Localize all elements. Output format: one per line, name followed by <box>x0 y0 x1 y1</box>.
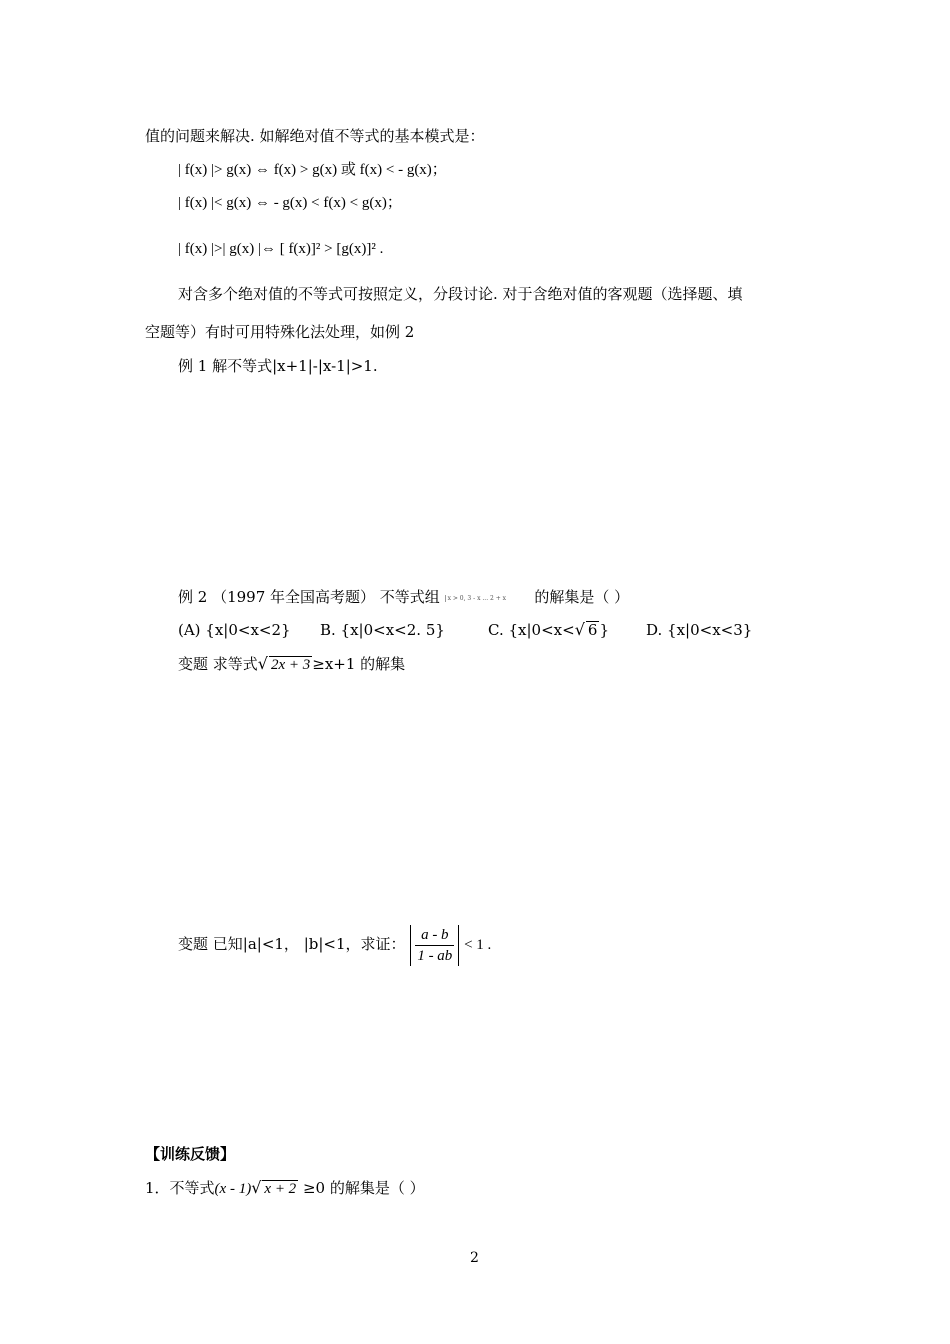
option-a: (A) {x|0<x<2} <box>178 621 291 639</box>
variant-1-suffix: ≥x+1 的解集 <box>312 655 406 673</box>
paragraph-line: 空题等）有时可用特殊化法处理，如例 2 <box>145 323 415 341</box>
variant-1-radicand: 2x + 3 <box>270 657 311 673</box>
question-1-radicand: x + 2 <box>264 1181 297 1197</box>
fraction-numerator: a - b <box>415 925 454 946</box>
page-number: 2 <box>470 1250 479 1266</box>
variant-2-prefix: 变题 已知|a|<1， |b|<1，求证： <box>178 935 406 953</box>
formula-abs-greater: | f(x) |> g(x) ⇔ f(x) > g(x) 或 f(x) < - g(x)； <box>178 162 447 178</box>
formula-abs-less: | f(x) |< g(x) ⇔ - g(x) < f(x) < g(x)； <box>178 195 402 211</box>
example-1: 例 1 解不等式|x+1|-|x-1|>1. <box>178 357 378 375</box>
variant-2 <box>178 922 491 967</box>
formula-abs-squared: | f(x) |>| g(x) |⇔ [ f(x)]² > [g(x)]² . <box>178 241 384 257</box>
feedback-heading: 【训练反馈】 <box>145 1145 236 1163</box>
question-1-factor: (x - 1) <box>214 1181 252 1197</box>
option-c: C. {x|0<x<√ 6 } <box>488 620 609 639</box>
inequality-system: x > 0, 3 - x ... 2 + x <box>445 595 530 602</box>
intro-line: 值的问题来解决. 如解绝对值不等式的基本模式是： <box>145 127 485 145</box>
example-2-suffix: 的解集是（ ） <box>534 588 630 606</box>
example-2-prefix: 例 2 （1997 年全国高考题） 不等式组 <box>178 588 440 606</box>
variant-1: 变题 求等式√ 2x + 3 ≥x+1 的解集 <box>178 654 406 673</box>
abs-fraction <box>410 925 459 966</box>
example-2 <box>178 587 629 607</box>
option-b: B. {x|0<x<2. 5} <box>320 621 445 639</box>
feedback-question-1: 1．不等式(x - 1)√ x + 2 ≥0 的解集是（ ） <box>145 1178 425 1197</box>
option-c-prefix: C. {x|0<x< <box>488 621 575 639</box>
option-d: D. {x|0<x<3} <box>646 621 753 639</box>
variant-2-suffix: < 1 . <box>464 937 492 953</box>
variant-1-prefix: 变题 求等式 <box>178 655 258 673</box>
option-c-radicand: 6 <box>587 621 598 639</box>
fraction-denominator: 1 - ab <box>417 947 453 964</box>
option-c-suffix: } <box>599 621 609 639</box>
paragraph-line: 对含多个绝对值的不等式可按照定义，分段讨论. 对于含绝对值的客观题（选择题、填 <box>178 285 743 303</box>
question-1-prefix: 1．不等式 <box>145 1179 215 1197</box>
question-1-suffix: ≥0 的解集是（ ） <box>302 1179 425 1197</box>
